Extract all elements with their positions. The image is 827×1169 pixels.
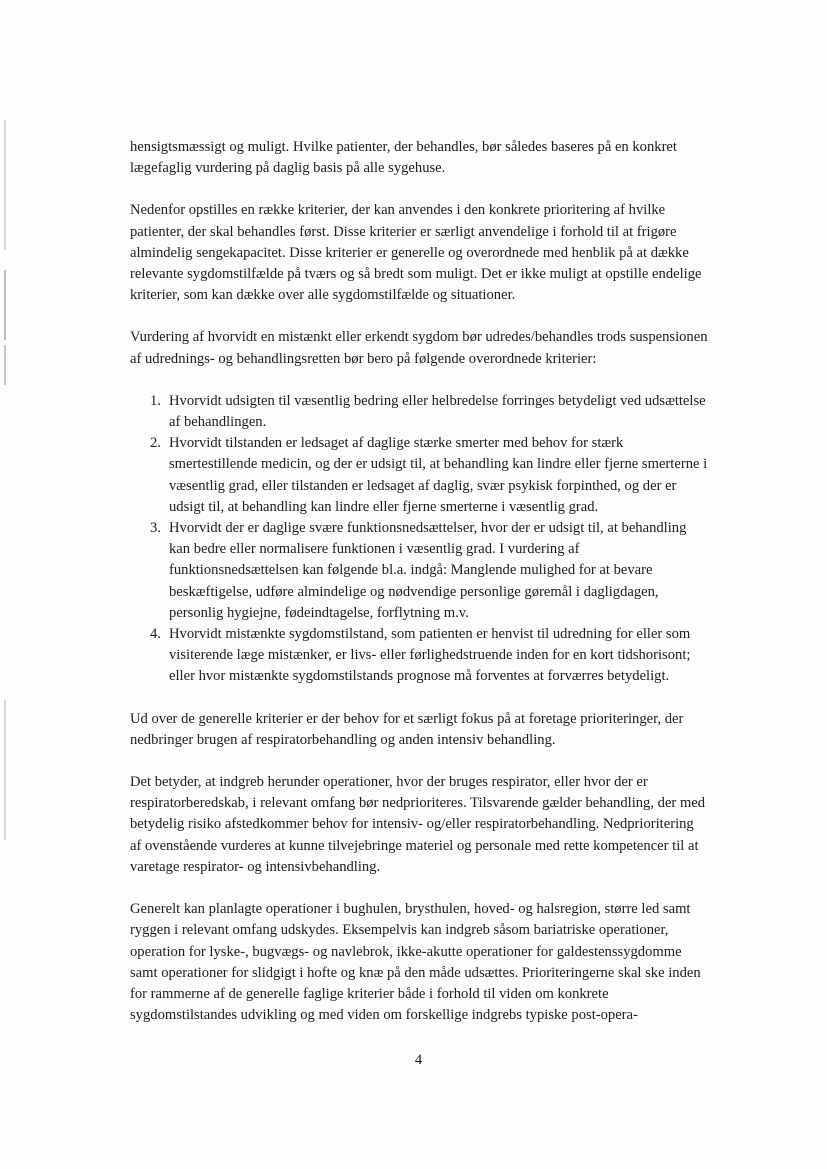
criteria-text: Hvorvidt der er daglige svære funktionsnedsættelser, hvor der er udsigt til, at behandling kan bedre eller normalisere funktionen i væsentlig grad. I vurdering af funktionsnedsættelsen kan følgende bl.a. indgå: Manglende mulighed for at bevare beskæftigelse, udføre almindelige og nødvendige personlige gøremål i dagligdagen, personlig hygiejne, fødeindtagelse, forflytning m.v. [169,520,687,621]
scan-edge-mark [4,120,6,250]
scan-edge-mark [4,270,6,340]
scan-edge-mark [4,345,6,385]
paragraph-assessment: Vurdering af hvorvidt en mistænkt eller erkendt sygdom bør udredes/behandles trods suspensionen af udrednings- og behandlingsretten bør bero på følgende overordnede kriterier: [130,329,708,367]
criteria-text: Hvorvidt udsigten til væsentlig bedring eller helbredelse forringes betydeligt ved udsættelse af behandlingen. [169,392,706,431]
criteria-item [130,624,708,688]
criteria-number: 3. [150,520,161,537]
criteria-item [130,391,708,433]
criteria-text: Hvorvidt mistænkte sygdomstilstand, som patienten er henvist til udredning for eller som visiterende læge mistænker, er livs- eller førlighedstruende inden for en kort tidshorisont; eller hvor mistænkte sygdomstilstands prognose må forventes at forværres betydeligt. [169,626,691,685]
criteria-item [130,433,708,518]
criteria-number: 1. [150,392,161,409]
paragraph-criteria-intro: Nedenfor opstilles en række kriterier, der kan anvendes i den konkrete prioritering af hvilke patienter, der skal behandles først. Disse kriterier er særligt anvendelige i forhold til at frigøre almindelig sengekapacitet. Disse kriterier er generelle og overordnede med henblik på at dække relevante sygdomstilfælde på tværs og så bredt som muligt. Det er ikke muligt at opstille endelige kriterier, som kan dække over alle sygdomstilfælde og situationer. [130,202,702,304]
paragraph-intro: hensigtsmæssigt og muligt. Hvilke patienter, der behandles, bør således baseres på en konkret lægefaglig vurdering på daglig basis på alle sygehuse. [130,139,677,177]
paragraph-deprioritize: Det betyder, at indgreb herunder operationer, hvor der bruges respirator, eller hvor der er respiratorberedskab, i relevant omfang bør nedprioriteres. Tilsvarende gælder behandling, der med betydelig risiko afstedkommer behov for intensiv- og/eller respiratorbehandling. Nedprioritering af ovenstående vurderes at kunne tilvejebringe materiel og personale med rette kompetencer til at varetage respirator- og intensivbehandling. [130,774,706,875]
criteria-text: Hvorvidt tilstanden er ledsaget af daglige stærke smerter med behov for stærk smertestillende medicin, og der er udsigt til, at behandling kan lindre eller fjerne smerterne i væsentlig grad, eller tilstanden er ledsaget af daglig, svær psykisk forpinthed, og der er udsigt til, at behandling kan lindre eller fjerne smerterne i væsentlig grad. [169,435,708,515]
criteria-item [130,518,708,624]
document-body [130,137,708,1047]
criteria-number: 2. [150,435,161,452]
paragraph-special-focus: Ud over de generelle kriterier er der behov for et særligt fokus på at foretage prioriteringer, der nedbringer brugen af respiratorbehandling og anden intensiv behandling. [130,710,684,748]
criteria-number: 4. [150,626,161,643]
criteria-list [130,391,708,688]
paragraph-planned-operations: Generelt kan planlagte operationer i bughulen, brysthulen, hoved- og halsregion, større led samt ryggen i relevant omfang udskydes. Eksempelvis kan indgreb såsom bariatriske operationer, operation for lyske-, bugvægs- og navlebrok, ikke-akutte operationer for galdestenssygdomme samt operationer for slidgigt i hofte og knæ på den måde udsættes. Prioriteringerne skal ske inden for rammerne af de generelle faglige kriterier både i forhold til viden om konkrete sygdomstilstandes udvikling og med viden om forskellige indgrebs typiske post-opera- [130,901,701,1024]
page-number: 4 [414,1052,423,1068]
scan-edge-mark [4,700,6,840]
